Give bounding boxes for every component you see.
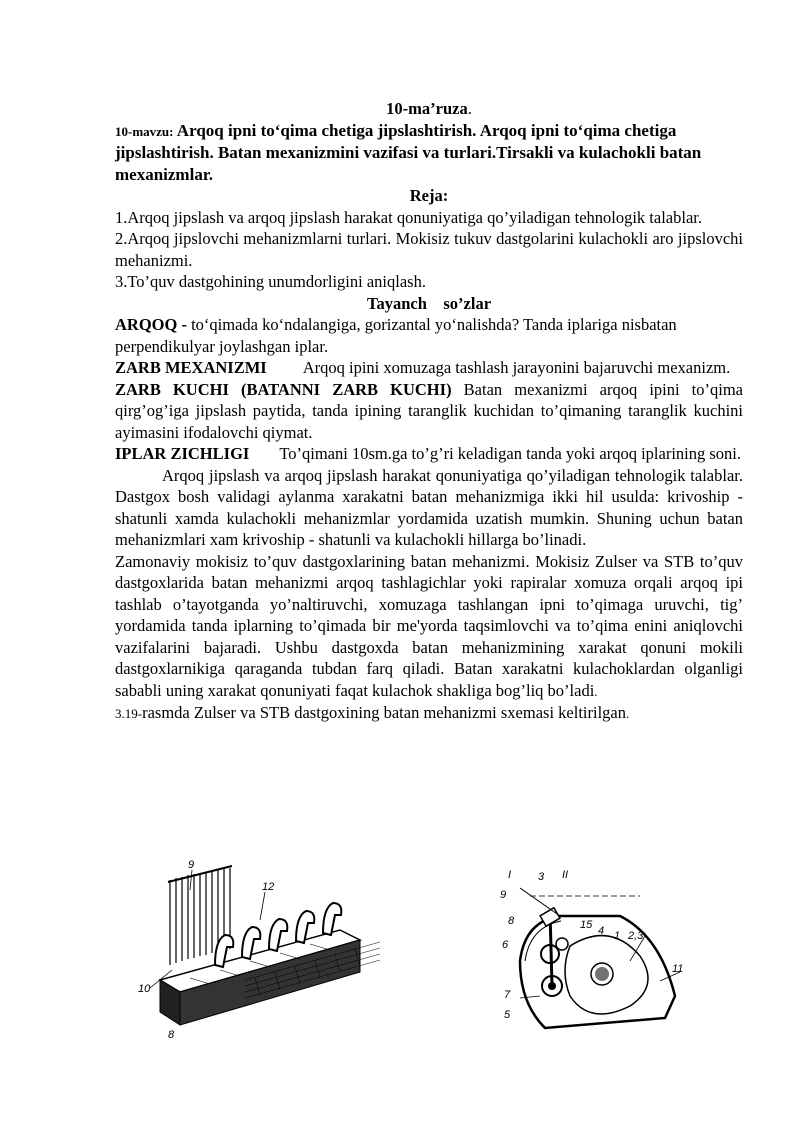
cam-mechanism-figure xyxy=(490,866,690,1041)
topic-text: Arqoq ipni to‘qima chetiga jipslashtirish. Arqoq ipni to‘qima chetiga jipslashtirish. Batan mexanizmini vazifasi va turlari.Tirsakli va kulachokli batan mexanizmlar. xyxy=(115,120,702,184)
paragraph: Zamonaviy mokisiz to’quv dastgoxlarining batan mehanizmi. Mokisiz Zulser va STB to’quv dastgoxlarida batan mehanizmi arqoq tashlagichlar yoki rapiralar xomuza orqali arqoq ipi tashlab o’tayotganda yo’naltiruvchi, xomuzaga tashlangan ipni to’qimaga uruvchi, tig’ yordamida tanda iplarning to’qimada bir me'yorda taqsimlovchi va to’qima enini aniqlovchi vazifalarini bajaradi. Ushbu dastgoxda batan mehanizmining xarakat qonuni mokili dastgoxlarnikiga qaraganda tubdan farq qiladi. Batan xarakatni kulachoklardan olganligi sababli uning xarakat qonuniyati faqat kulachok shakliga bog’liq bo’ladi. xyxy=(115,551,743,700)
plan-item: 2.Arqoq jipslovchi mehanizmlarni turlari. Mokisiz tukuv dastgolarini kulachokli aro jipslovchi mehanizmi. xyxy=(115,229,743,270)
fig-label: 7 xyxy=(504,989,511,1001)
fig-label: II xyxy=(562,869,569,881)
term-zarb-kuchi: ZARB KUCHI (BATANNI ZARB KUCHI) Batan mexanizmi arqoq ipini to’qima qirg’og’iga jipslash paytida, tanda ipining taranglik kuchidan to’qimaning taranglik kuchini ayimasini ifodalovchi qiymat. xyxy=(115,379,743,442)
batan-reed-figure xyxy=(130,860,380,1040)
keywords-heading: Tayanch so’zlar xyxy=(366,293,492,313)
topic-label: 10-mavzu: xyxy=(115,123,174,139)
fig-label: 10 xyxy=(138,983,151,995)
fig-label: 9 xyxy=(500,889,507,901)
figure-caption: 3.19-rasmda Zulser va STB dastgoxining batan mehanizmi sxemasi keltirilgan. xyxy=(115,703,630,722)
fig-label: 5 xyxy=(504,1009,511,1021)
fig-label: 12 xyxy=(262,881,275,893)
fig-label: 1 xyxy=(614,930,621,942)
document-page xyxy=(115,98,743,725)
plan-heading: Reja: xyxy=(409,186,449,205)
fig-label: 3 xyxy=(538,871,545,883)
fig-label: 4 xyxy=(598,925,605,937)
figures xyxy=(130,860,690,1040)
term-iplar-zichligi: IPLAR ZICHLIGI To’qimani 10sm.ga to’g’ri keladigan tanda yoki arqoq iplarining soni. xyxy=(115,444,741,463)
paragraph: Arqoq jipslash va arqoq jipslash harakat qonuniyatiga qo’yiladigan tehnologik talablar. Dastgox bosh validagi aylanma xarakatni batan mehanizmiga ikki hil usulda: krivoship - shatunli xamda kulachokli mehanizmlar yordamida uzatish mumkin. Shuning uchun batan mehanizmlari xam krivoship - shatunli va kulachokli hillarga bo’linadi. xyxy=(115,465,743,549)
term-arqoq: ARQOQ - to‘qimada ko‘ndalangiga, gorizantal yo‘nalishda? Tanda iplariga nisbatan perpendikulyar joylashgan iplar. xyxy=(115,315,677,356)
plan-item: 1.Arqoq jipslash va arqoq jipslash harakat qonuniyatiga qo’yiladigan tehnologik talablar. xyxy=(115,207,702,227)
fig-label: 9 xyxy=(188,860,195,871)
fig-label: 8 xyxy=(168,1029,175,1040)
fig-label: 2,3 xyxy=(628,930,644,942)
fig-label: 11 xyxy=(672,963,684,975)
topic xyxy=(115,120,743,186)
fig-label: 15 xyxy=(580,919,593,931)
term-zarb-mexanizmi: ZARB MEXANIZMI Arqoq ipini xomuzaga tashlash jarayonini bajaruvchi mexanizm. xyxy=(115,358,731,377)
lecture-title: 10-ma’ruza. xyxy=(386,99,472,118)
fig-label: I xyxy=(508,869,512,881)
fig-label: 6 xyxy=(502,939,509,951)
plan-item: 3.To’quv dastgohining unumdorligini aniqlash. xyxy=(115,272,426,291)
fig-label: 8 xyxy=(508,915,515,927)
